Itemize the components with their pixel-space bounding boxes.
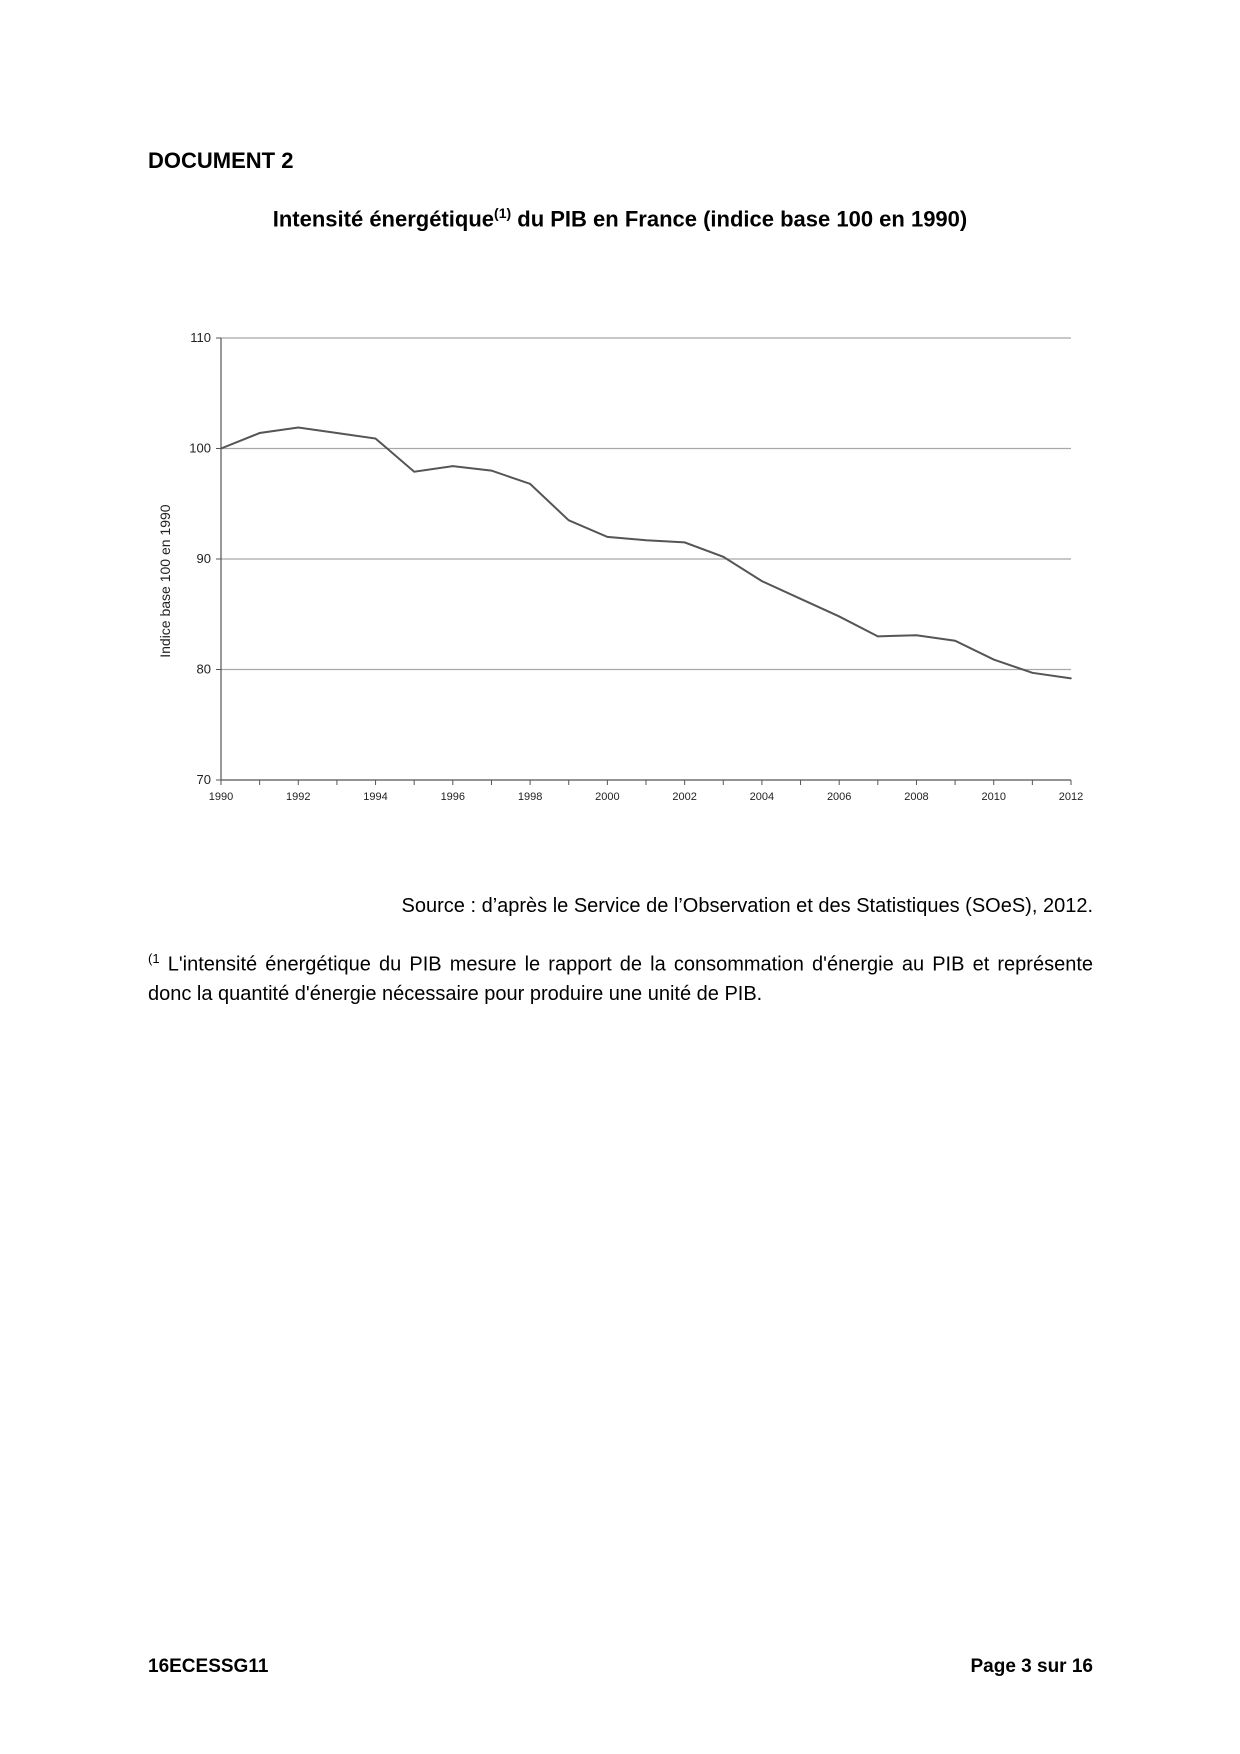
y-tick-label: 100 [189, 440, 211, 456]
data-point [529, 483, 531, 485]
data-point [993, 659, 995, 661]
x-tick-label: 2012 [1058, 791, 1084, 803]
data-point [1070, 678, 1072, 680]
data-point [684, 542, 686, 544]
line-chart [140, 320, 1100, 810]
x-tick-label: 2006 [826, 791, 852, 803]
chart-title [0, 205, 1240, 232]
data-point [761, 580, 763, 582]
footnote-marker: (1 [148, 951, 160, 966]
series-line [221, 428, 1071, 679]
document-label: DOCUMENT 2 [148, 148, 294, 173]
footnote [148, 944, 1093, 1009]
x-tick-label: 2004 [749, 791, 775, 803]
data-point [220, 448, 222, 450]
x-tick-label: 1992 [286, 791, 311, 803]
x-tick-label: 1996 [440, 791, 466, 803]
data-point [916, 634, 918, 636]
footer-page-number: Page 3 sur 16 [970, 1656, 1093, 1677]
y-axis-label: Indice base 100 en 1990 [157, 504, 173, 658]
source-note: Source : d’après le Service de l’Observation et des Statistiques (SOeS), 2012. [401, 895, 1093, 917]
y-tick-label: 70 [196, 772, 211, 787]
data-point [607, 536, 609, 538]
data-point [800, 598, 802, 600]
y-tick-label: 80 [196, 661, 211, 677]
data-point [452, 465, 454, 467]
x-tick-label: 1994 [363, 791, 388, 803]
footnote-text: L'intensité énergétique du PIB mesure le rapport de la consommation d'énergie au PIB et représente donc la quantité d'énergie nécessaire pour produire une unité de PIB. [148, 953, 1093, 1005]
footer-code: 16ECESSG11 [148, 1656, 269, 1677]
data-point [568, 520, 570, 522]
data-point [877, 636, 879, 638]
data-point [413, 471, 415, 473]
data-point [954, 640, 956, 642]
data-point [297, 427, 299, 429]
data-point [336, 432, 338, 434]
data-point [491, 470, 493, 472]
data-point [722, 556, 724, 558]
data-point [259, 432, 261, 434]
x-tick-label: 1998 [517, 791, 543, 803]
title-rest: du PIB en France (indice base 100 en 1990) [511, 206, 968, 232]
y-tick-label: 110 [190, 330, 211, 345]
data-point [375, 438, 377, 440]
x-tick-label: 1990 [208, 791, 234, 803]
x-tick-label: 2000 [595, 791, 620, 803]
x-tick-label: 2002 [672, 791, 697, 803]
x-tick-label: 2010 [981, 791, 1006, 803]
data-point [838, 616, 840, 618]
data-point [645, 539, 647, 541]
title-footnote-ref: (1) [494, 205, 512, 221]
y-tick-label: 90 [196, 551, 211, 566]
x-tick-label: 2008 [904, 791, 929, 803]
title-main: Intensité énergétique [272, 206, 495, 232]
data-point [1032, 672, 1034, 674]
